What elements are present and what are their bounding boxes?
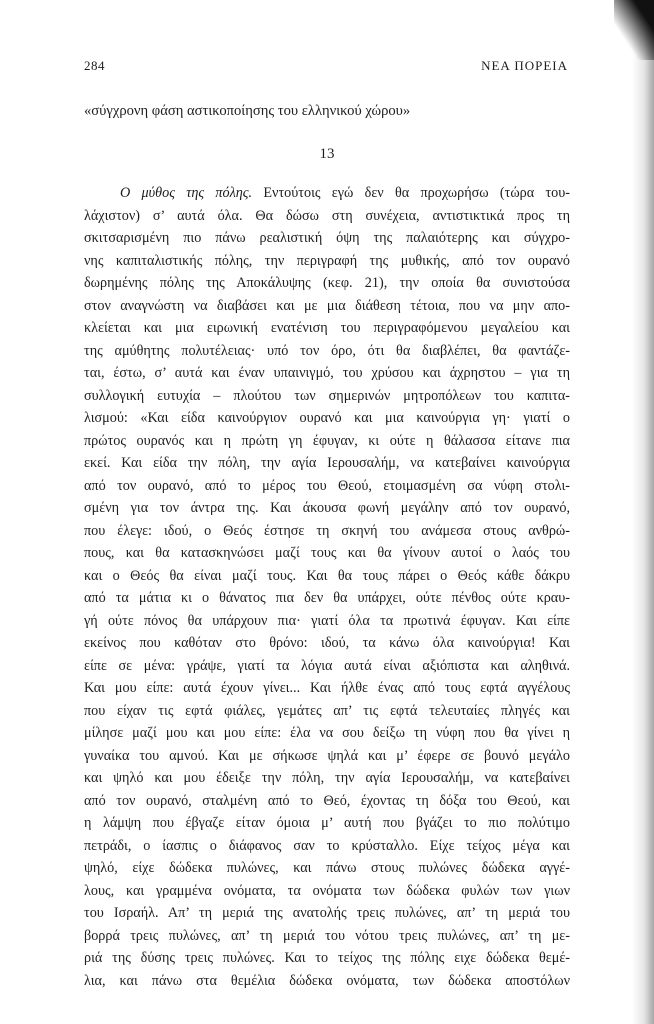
text-line: ριά της δύσης τρεις πυλώνες. Και το τείχος της πόλης ειχε δώδεκα θεμέ- [84, 950, 570, 966]
text-line: που είχαν τις εφτά φιάλες, γεμάτες απ’ τις εφτά τελευταίες πληγές και [84, 702, 570, 719]
text-line: λάχιστον) σ’ αυτά όλα. Θα δώσω στη συνέχεια, αντιστικτικά προς τη [84, 207, 570, 224]
text-line: η λάμψη που έβγαζε είταν όμοια μ’ αυτή που βγάζει το πιο πολύτιμο [84, 815, 570, 831]
quote-line: «σύγχρονη φάση αστικοποίησης του ελληνικού χώρου» [84, 103, 411, 119]
text-line: βορρά τρεις πυλώνες, απ’ τη μεριά του νότου τρεις πυλώνες, απ’ τη με- [84, 927, 570, 944]
text-line: της αμύθητης πολυτέλειας· υπό τον όρο, ότι θα διαβλέπει, θα φαντάζε- [84, 342, 570, 359]
text-line: γυναίκα του αμνού. Και με σήκωσε ψηλά και μ’ έφερε σε βουνό μεγάλο [84, 747, 570, 764]
running-head: ΝΕΑ ΠΟΡΕΙΑ [481, 58, 568, 73]
text-line: που έλεγε: ιδού, ο Θεός έστησε τη σκηνή του ανάμεσα στους ανθρώ- [84, 522, 570, 539]
text-line: πους, και θα κατασκηνώσει μαζί τους και θα γίνουν αυτοί ο λαός του [84, 545, 570, 561]
text-line: εκεί. Και είδα την πόλη, την αγία Ιερουσαλήμ, να κατεβαίνει καινούργια [84, 455, 570, 471]
text-line: Και μου είπε: αυτά έχουν γίνει... Και ήλθε ένας από τους εφτά αγγέλους [84, 680, 570, 696]
first-line-text: Εντούτοις εγώ δεν θα προχωρήσω (τώρα του- [252, 185, 571, 201]
text-line: πετράδι, ο ίασπις ο διάφανος σαν το κρύσταλλο. Είχε τείχος μέγα και [84, 837, 570, 854]
text-line: μίλησε μαζί μου και μου είπε: έλα να σου δείξω τη νύφη που θα γίνει η [84, 725, 570, 741]
text-line: σκιτσαρισμένη πιο πάνω ρεαλιστική όψη της παλαιότερης και σύγχρο- [84, 230, 570, 246]
text-line: ται, έστω, σ’ αυτά και έναν υπαινιγμό, του χρύσου και άχρηστου – για τη [84, 365, 570, 381]
text-line: από τον ουρανό, σταλμένη από το Θεό, έχοντας τη δόξα του Θεού, και [84, 792, 570, 809]
text-line: και ο Θεός θα είναι μαζί τους. Και θα τους πάρει ο Θεός κάθε δάκρυ [84, 567, 570, 584]
page-edge-shadow [632, 0, 654, 1024]
page-corner-shadow [614, 0, 654, 60]
text-line: λους, και γραμμένα ονόματα, τα ονόματα των δώδεκα φυλών των γιων [84, 882, 570, 899]
text-line: από τον ουρανό, από το μέρος του Θεού, ετοιμασμένη σα νύφη στολι- [84, 477, 570, 494]
text-line: από τα μάτια κι ο θάνατος πια δεν θα υπάρχει, ούτε πένθος ούτε κραυ- [84, 590, 570, 606]
text-line: εκείνος που καθόταν στο θρόνο: ιδού, τα κάνω όλα καινούργια! Και [84, 635, 570, 651]
text-line: πρώτος ουρανός και η πρώτη γη έφυγαν, κι ούτε η θάλασσα είτανε πια [84, 432, 570, 449]
text-line: ψηλό, είχε δώδεκα πυλώνες, και πάνω στους πυλώνες δώδεκα αγγέ- [84, 860, 570, 876]
text-line: κλείεται και μια ειρωνική ενατένιση του περιγραφόμενου μεγαλείου και [84, 320, 570, 336]
text-line: λια, και πάνω στα θεμέλια δώδεκα ονόματα, των δώδεκα αποστόλων [84, 972, 570, 989]
text-line: του Ισραήλ. Απ’ τη μεριά της ανατολής τρεις πυλώνες, απ’ τη μεριά του [84, 905, 570, 921]
text-line: νης καπιταλιστικής πόλης, την περιγραφή της μυθικής, από τον ουρανό [84, 252, 570, 269]
section-title-italic: Ο μύθος της πόλης. [120, 185, 253, 201]
text-line: δωρημένης πόλης της Αποκάλυψης (κεφ. 21), την οποία θα συνιστούσα [84, 275, 570, 291]
text-line: συλλογική ευτυχία – πλούτου των σημερινών μητροπόλεων του καπιτα- [84, 387, 570, 404]
text-line: και ψηλό και μου έδειξε την πόλη, την αγία Ιερουσαλήμ, να κατεβαίνει [84, 770, 570, 786]
text-line: σμένη για τον άντρα της. Και άκουσα φωνή μεγάλην από τον ουρανό, [84, 500, 570, 516]
section-number: 13 [319, 146, 335, 162]
text-line: λισμού: «Και είδα καινούργιον ουρανό και μια καινούργια γη· γιατί ο [84, 410, 570, 426]
body-text [84, 182, 570, 992]
text-line: είπε σε μένα: γράψε, γιατί τα λόγια αυτά είναι αξιόπιστα και αληθινά. [84, 657, 570, 674]
page-number: 284 [84, 58, 105, 73]
text-line: γή ούτε πόνος θα υπάρχουν πια· γιατί όλα τα πρωτινά έφυγαν. Και είπε [84, 612, 570, 629]
text-line: στον αναγνώστη να διαβάσει και με μια διάθεση τέτοια, που να μην απο- [84, 297, 570, 314]
paragraph-first-line [84, 182, 570, 205]
